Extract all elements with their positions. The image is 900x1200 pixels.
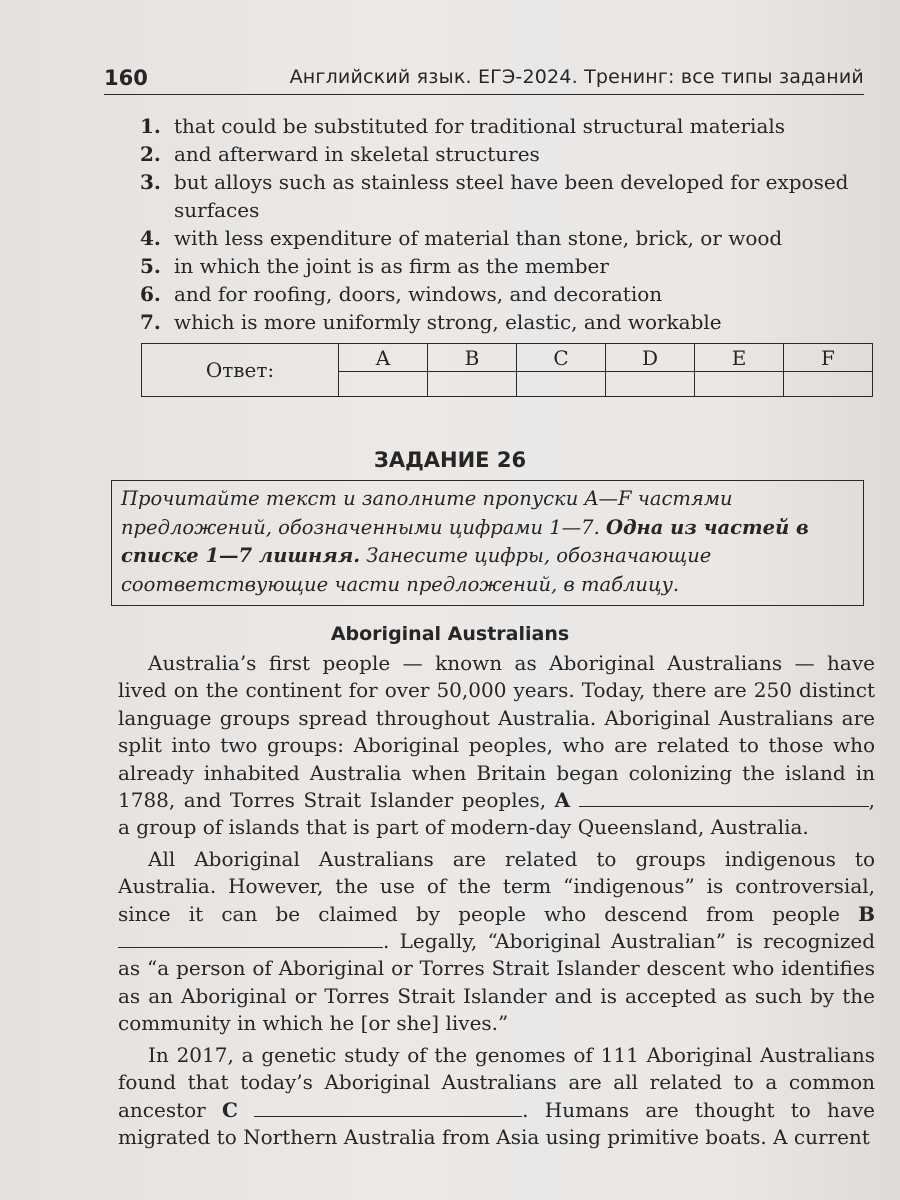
answer-column-header: C	[517, 344, 606, 372]
answer-cell[interactable]	[606, 372, 695, 397]
option-item	[140, 224, 870, 252]
option-number: 7.	[140, 310, 161, 334]
option-text: that could be substituted for traditional structural materials	[174, 114, 786, 138]
gap-label: C	[222, 1097, 238, 1122]
option-item	[140, 112, 870, 140]
option-item	[140, 252, 870, 280]
answer-cell[interactable]	[428, 372, 517, 397]
paragraph	[118, 1042, 875, 1152]
paragraph-text: Australia’s first people — known as Aboriginal Australians — have lived on the continent for over 50,000 years. Today, there are 250 distinct language groups spread throughout Australia. Aboriginal Australians are split into two groups: Aboriginal peoples, who are related to those who already inhabited Australia when Britain began colonizing the island in 1788, and Torres Strait Islander peoples,	[118, 651, 875, 813]
option-text: but alloys such as stainless steel have been developed for exposed surfaces	[174, 170, 849, 222]
answer-cell[interactable]	[784, 372, 873, 397]
paragraph-text: In 2017, a genetic study of the genomes of 111 Aboriginal Australians found that today’s Aboriginal Australians are all related to a common ancestor	[118, 1042, 875, 1122]
reading-text	[118, 650, 875, 1155]
option-item	[140, 168, 870, 224]
option-number: 4.	[140, 226, 161, 250]
gap-label: B	[858, 901, 875, 926]
answer-column-header: E	[695, 344, 784, 372]
task-title: ЗАДАНИЕ 26	[373, 448, 527, 472]
instructions-emphasis: Одна из частей в списке 1—7 лишняя.	[121, 515, 809, 567]
option-text: in which the joint is as firm as the member	[174, 254, 609, 278]
answer-cell[interactable]	[695, 372, 784, 397]
option-number: 3.	[140, 170, 161, 194]
paragraph-text: , a group of islands that is part of modern-day Queensland, Australia.	[118, 788, 875, 840]
paragraph	[118, 846, 875, 1038]
task-instructions	[111, 480, 864, 606]
gap-blank[interactable]	[254, 1100, 522, 1117]
options-list	[140, 112, 870, 336]
page-number: 160	[104, 66, 148, 90]
option-text: and afterward in skeletal structures	[174, 142, 540, 166]
option-number: 6.	[140, 282, 161, 306]
answer-table	[141, 343, 873, 397]
option-item	[140, 308, 870, 336]
option-text: with less expenditure of material than stone, brick, or wood	[174, 226, 783, 250]
answer-column-header: F	[784, 344, 873, 372]
answer-column-header: A	[339, 344, 428, 372]
option-item	[140, 140, 870, 168]
answer-column-header: B	[428, 344, 517, 372]
answer-label: Ответ:	[142, 344, 339, 397]
answer-cell[interactable]	[339, 372, 428, 397]
option-text: which is more uniformly strong, elastic, and workable	[174, 310, 722, 334]
option-number: 1.	[140, 114, 161, 138]
instructions-part: Занесите цифры, обозначающие соответствующие части предложений, в таблицу.	[121, 544, 712, 596]
gap-blank[interactable]	[118, 931, 383, 948]
page-header	[104, 64, 864, 95]
option-number: 5.	[140, 254, 161, 278]
option-text: and for roofing, doors, windows, and decoration	[174, 282, 663, 306]
instructions-part: Прочитайте текст и заполните пропуски A—F частями предложений, обозначенными цифрами 1—7.	[121, 487, 733, 539]
running-title: Английский язык. ЕГЭ-2024. Тренинг: все типы заданий	[289, 66, 864, 88]
paragraph	[118, 650, 875, 842]
option-number: 2.	[140, 142, 161, 166]
answer-column-header: D	[606, 344, 695, 372]
gap-blank[interactable]	[579, 790, 869, 807]
paragraph-text: . Humans are thought to have migrated to Northern Australia from Asia using primitive boats. A current	[118, 1097, 876, 1149]
option-item	[140, 280, 870, 308]
gap-label: A	[554, 788, 571, 813]
paragraph-text: All Aboriginal Australians are related to groups indigenous to Australia. However, the use of the term “indigenous” is controversial, since it can be claimed by people who descend from people	[118, 846, 875, 926]
text-title: Aboriginal Australians	[330, 623, 570, 645]
answer-cell[interactable]	[517, 372, 606, 397]
paragraph-text: . Legally, “Aboriginal Australian” is recognized as “a person of Aboriginal or Torres Strait Islander descent who identifies as an Aboriginal or Torres Strait Islander and is accepted as such by the community in which he [or she] lives.”	[118, 929, 875, 1036]
